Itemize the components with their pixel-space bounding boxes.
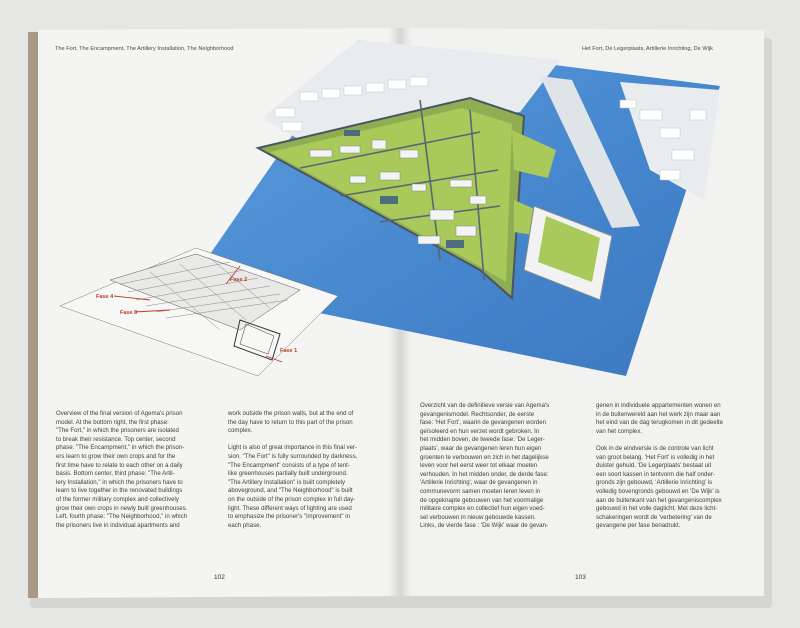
right-page-number: 103 [575, 574, 586, 581]
label-fase-3: Fase 3 [120, 310, 138, 316]
left-page-number: 102 [214, 574, 225, 581]
label-fase-1: Fase 1 [280, 348, 298, 354]
label-fase-2: Fase 2 [230, 277, 248, 283]
left-caption-col2: work outside the prison walls, but at the end of the day have to return to this part of the prison complex. Light is also of great importance in this final ver- sion. "The Fort" is fully surrounded by darkness, "The Encampment" consists of a type of tent- like greenhouses partially built underground. "The Artillery Installation" is built completely aboveground, and "The Neighborhood" is built on the outside of the prison complex in full day- light. These different ways of lighting are used to emphasize the prisoner's "improvement" in each phase. [228, 410, 358, 529]
left-running-head: The Fort, The Encampment, The Artillery Installation, The Neighborhood [55, 46, 234, 52]
left-caption-col1: Overview of the final version of Agema's prison model. At the bottom right, the first phase: "The Fort," in which the prisoners are isolated to break their resistance. Top center, second phase: "The Encampment," in which the prison- ers learn to grow their own crops and for the first time have to relate to each other on a daily basis. Bottom center, third phase: "The Artil- lery Installation," in which the prisoners have to learn to live together in the renovated buildings of the former military complex and collectively grow their own crops in newly built greenhouses. Left, fourth phase: "The Neighborhood," in which the prisoners live in individual apartments and [56, 410, 188, 529]
right-running-head: Het Fort, De Legerplaats, Artillerie Inrichting, De Wijk [582, 46, 713, 52]
right-caption-col1: Overzicht van de definitieve versie van Agema's gevangenismodel. Rechtsonder, de eerste fase: 'Het Fort', waarin de gevangenen worden geïsoleerd en hun verzet wordt gebroken. In het midden boven, de tweede fase: 'De Leger- plaats', waar de gevangenen leren hun eigen groenten te verbouwen en zich in het dagelijkse leven voor het eerst weer tot elkaar moeten verhouden. In het midden onder, de derde fase: 'Artillerie Inrichting', waar de gevangenen in communevorm samen moeten leren leven in de opgeknapte gebouwen van het voormalige militaire complex en collectief hun eigen voed- sel verbouwen in nieuw gebouwde kassen. Links, de vierde fase : 'De Wijk' waar de gevan- [420, 402, 550, 530]
right-caption-col2: genen in individuele appartementen wonen en in de buitenwereld aan het werk zijn maar aan het eind van de dag terugkomen in dit gedeelte van het complex. Ook in de eindversie is de controle van licht van groot belang. 'Het Fort' is volledig in het duister gehuld, 'De Legerplaats' bestaat uit een soort kassen in tentvorm die half onder- gronds zijn gebouwd, 'Artillerie Inrichting' is volledig bovengronds gebouwd en 'De Wijk' is aan de buitenkant van het gevangeniscomplex gebouwd in het volle daglicht. Met deze licht- schakeringen wordt de 'verbetering' van de gevangene per fase benadrukt. [596, 402, 724, 530]
label-fase-4: Fase 4 [96, 294, 114, 300]
